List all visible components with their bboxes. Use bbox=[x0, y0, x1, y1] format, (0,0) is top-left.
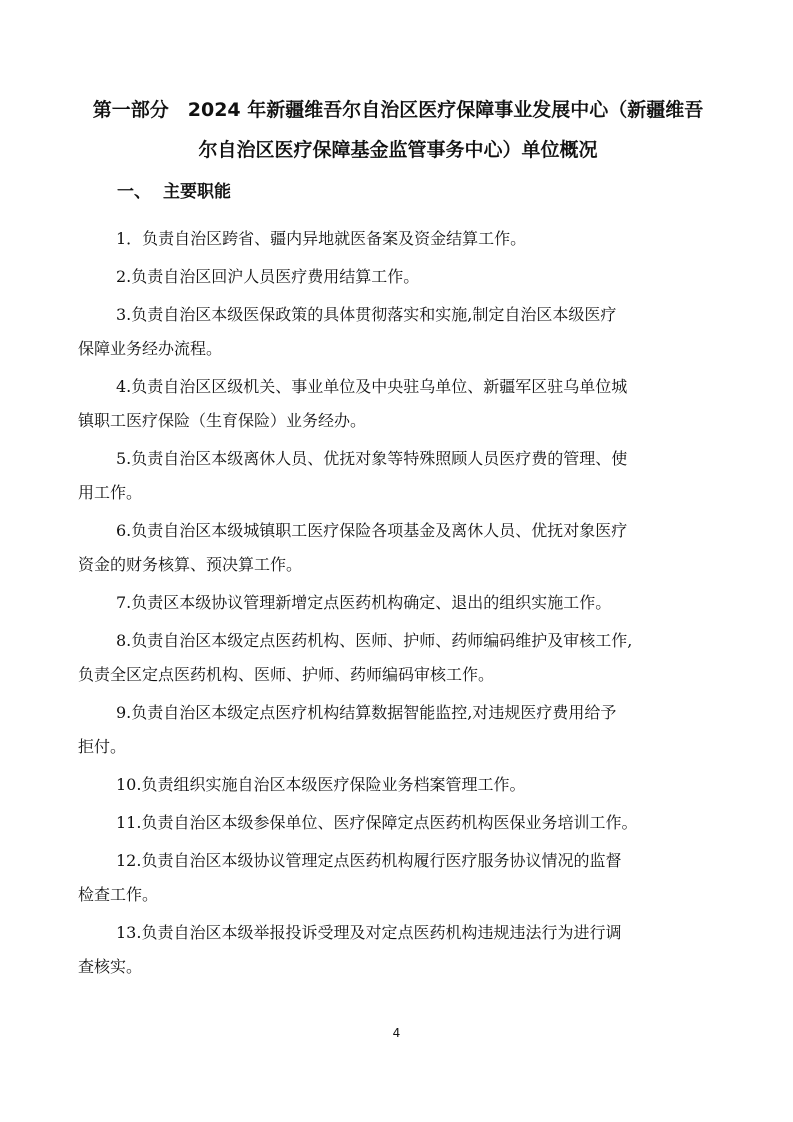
item-line: 13.负责自治区本级举报投诉受理及对定点医药机构违规违法行为进行调 bbox=[116, 923, 622, 942]
page-title bbox=[78, 90, 718, 170]
item-line: 6.负责自治区本级城镇职工医疗保险各项基金及离休人员、优抚对象医疗 bbox=[116, 521, 628, 540]
page-number: 4 bbox=[392, 1026, 401, 1040]
list-item bbox=[78, 806, 718, 840]
item-line: 3.负责自治区本级医保政策的具体贯彻落实和实施,制定自治区本级医疗 bbox=[116, 305, 617, 324]
list-item bbox=[78, 370, 718, 438]
list-item bbox=[78, 916, 718, 984]
title-line: 尔自治区医疗保障基金监管事务中心）单位概况 bbox=[198, 139, 598, 161]
section-title: 主要职能 bbox=[163, 182, 231, 202]
item-line: 1．负责自治区跨省、疆内异地就医备案及资金结算工作。 bbox=[116, 229, 527, 248]
item-line: 用工作。 bbox=[78, 483, 143, 502]
item-line: 10.负责组织实施自治区本级医疗保险业务档案管理工作。 bbox=[116, 775, 526, 794]
list-item bbox=[78, 586, 718, 620]
list-item bbox=[78, 696, 718, 764]
item-line: 9.负责自治区本级定点医疗机构结算数据智能监控,对违规医疗费用给予 bbox=[116, 703, 617, 722]
list-item bbox=[78, 260, 718, 294]
title-line: 第一部分 2024 年新疆维吾尔自治区医疗保障事业发展中心（新疆维吾 bbox=[92, 99, 704, 121]
section-heading bbox=[117, 180, 231, 204]
list-item bbox=[78, 514, 718, 582]
item-line: 2.负责自治区回沪人员医疗费用结算工作。 bbox=[116, 267, 420, 286]
item-line: 7.负责区本级协议管理新增定点医药机构确定、退出的组织实施工作。 bbox=[116, 593, 612, 612]
list-item bbox=[78, 442, 718, 510]
item-line: 保障业务经办流程。 bbox=[78, 339, 223, 358]
item-line: 5.负责自治区本级离休人员、优抚对象等特殊照顾人员医疗费的管理、使 bbox=[116, 449, 628, 468]
item-line: 资金的财务核算、预决算工作。 bbox=[78, 555, 303, 574]
item-line: 负责全区定点医药机构、医师、护师、药师编码审核工作。 bbox=[78, 665, 495, 684]
list-item bbox=[78, 624, 718, 692]
item-line: 查核实。 bbox=[78, 957, 143, 976]
item-line: 4.负责自治区区级机关、事业单位及中央驻乌单位、新疆军区驻乌单位城 bbox=[116, 377, 628, 396]
list-item bbox=[78, 844, 718, 912]
item-line: 12.负责自治区本级协议管理定点医药机构履行医疗服务协议情况的监督 bbox=[116, 851, 622, 870]
list-item bbox=[78, 222, 718, 256]
item-line: 拒付。 bbox=[78, 737, 127, 756]
duty-list bbox=[78, 222, 718, 988]
section-number: 一、 bbox=[117, 182, 151, 202]
list-item bbox=[78, 298, 718, 366]
item-line: 镇职工医疗保险（生育保险）业务经办。 bbox=[78, 411, 367, 430]
list-item bbox=[78, 768, 718, 802]
item-line: 11.负责自治区本级参保单位、医疗保障定点医药机构医保业务培训工作。 bbox=[116, 813, 638, 832]
item-line: 检查工作。 bbox=[78, 885, 159, 904]
item-line: 8.负责自治区本级定点医药机构、医师、护师、药师编码维护及审核工作, bbox=[116, 631, 633, 650]
